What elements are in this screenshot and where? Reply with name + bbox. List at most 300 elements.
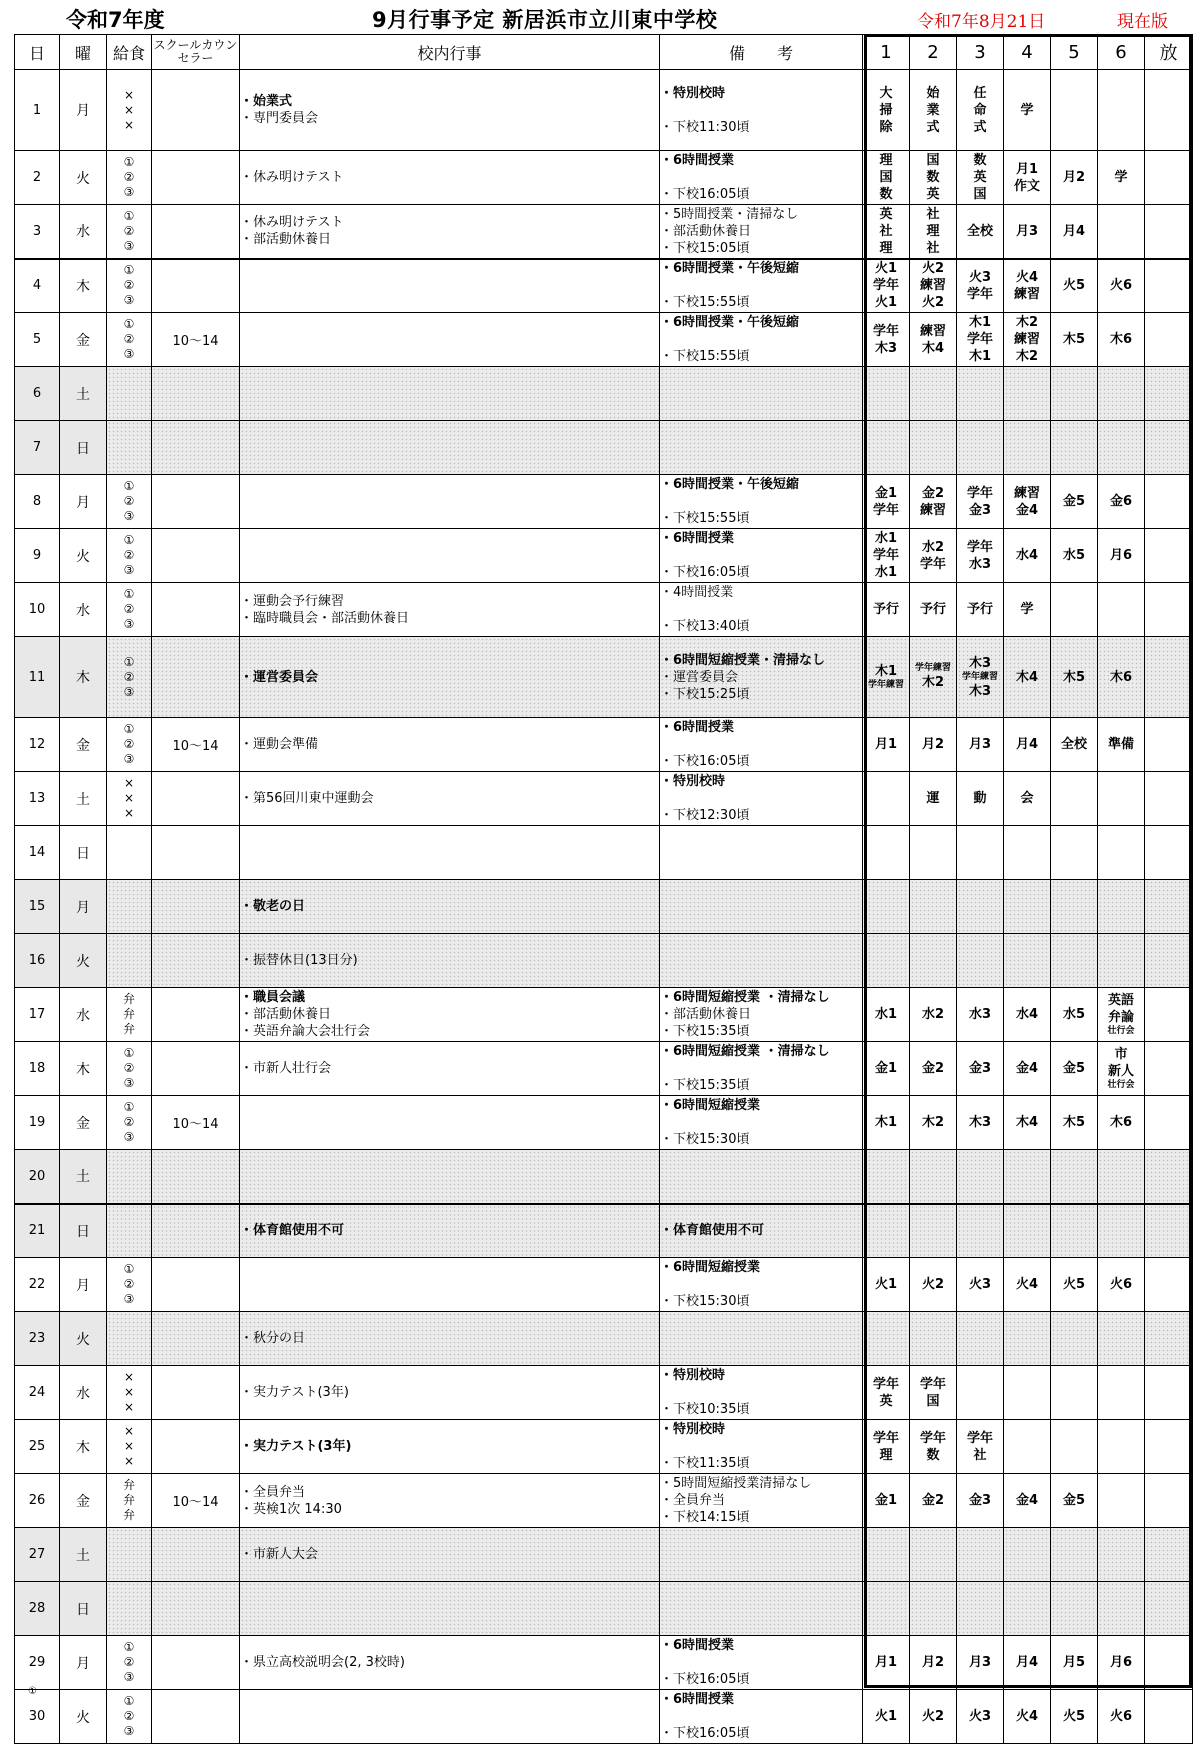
period-3-cell <box>957 151 1004 205</box>
cell-line: ・6時間授業 <box>660 1692 735 1707</box>
period-1-cell <box>863 637 910 718</box>
period-line: 水4 <box>1015 1007 1039 1022</box>
period-line: 火5 <box>1062 1277 1086 1292</box>
period-line: 火6 <box>1109 278 1133 294</box>
counselor-cell <box>152 1420 240 1474</box>
meal-cell <box>107 1528 152 1582</box>
cell-line: ・職員会議 <box>240 990 306 1005</box>
meal-cell <box>107 1150 152 1204</box>
meal-cell <box>107 1690 152 1744</box>
period-line: 金3 <box>968 1061 992 1076</box>
dow-cell: 月 <box>60 1636 107 1690</box>
period-line: 木1 <box>874 1115 898 1130</box>
counselor-cell <box>152 880 240 934</box>
period-7-cell <box>1145 421 1193 475</box>
cell-line: ・下校16:05頃 <box>660 565 750 580</box>
counselor-cell <box>152 934 240 988</box>
cell-line: 弁 <box>122 1493 135 1507</box>
cell-line: ・下校16:05頃 <box>660 1726 750 1741</box>
cell-line: ③ <box>123 509 135 523</box>
counselor-cell <box>152 1150 240 1204</box>
period-line: 木4 <box>1015 669 1039 685</box>
spacer <box>660 1114 862 1131</box>
period-3-cell <box>957 1366 1004 1420</box>
period-6-cell <box>1098 718 1145 772</box>
cell-line: ・特別校時 <box>660 85 726 101</box>
period-line: 全校 <box>1060 737 1087 752</box>
cell-line: ② <box>123 278 135 293</box>
period-line: 金1 <box>874 1061 898 1076</box>
remarks-cell <box>660 70 863 151</box>
cell-line: ・部活動休養日 <box>240 1007 332 1022</box>
period-line: 月1 <box>874 1655 898 1670</box>
spacer <box>660 547 862 564</box>
period-line: 木3 <box>874 340 898 356</box>
counselor-cell <box>152 1582 240 1636</box>
meal-cell <box>107 988 152 1042</box>
remarks-cell <box>660 1582 863 1636</box>
period-line: 学年 <box>872 548 899 563</box>
dow-cell: 日 <box>60 826 107 880</box>
day-cell: 19 <box>15 1096 60 1150</box>
cell-line: ② <box>123 223 135 238</box>
cell-line: ② <box>123 332 135 346</box>
cell-line: ① <box>123 722 135 736</box>
period-5-cell <box>1051 1528 1098 1582</box>
period-4-cell <box>1004 1096 1051 1150</box>
table-row <box>15 1258 1193 1312</box>
remarks-cell <box>660 367 863 421</box>
period-7-cell <box>1145 988 1193 1042</box>
cell-line: ① <box>123 208 135 223</box>
dow-cell: 水 <box>60 988 107 1042</box>
period-6-cell <box>1098 1204 1145 1258</box>
cell-line: ② <box>123 170 135 184</box>
remarks-cell <box>660 421 863 475</box>
spacer <box>660 493 862 510</box>
period-line: 火1 <box>874 295 898 311</box>
counselor-cell <box>152 529 240 583</box>
dow-cell: 日 <box>60 421 107 475</box>
period-4-cell <box>1004 718 1051 772</box>
period-line: 月6 <box>1109 548 1133 563</box>
period-3-cell <box>957 1042 1004 1096</box>
cell-line: ・部活動休養日 <box>240 232 332 248</box>
period-6-cell <box>1098 475 1145 529</box>
dow-cell: 土 <box>60 1150 107 1204</box>
period-line: 予行 <box>966 602 993 617</box>
cell-line: ・敬老の日 <box>240 899 306 914</box>
cell-line: ・下校16:05頃 <box>660 1672 750 1687</box>
cell-line: ・6時間授業 <box>660 1638 735 1653</box>
period-7-cell <box>1145 1042 1193 1096</box>
cell-line: ③ <box>123 684 135 699</box>
counselor-cell <box>152 1204 240 1258</box>
period-line: 火6 <box>1109 1709 1133 1724</box>
period-1-cell <box>863 151 910 205</box>
cell-line: ・下校16:05頃 <box>660 187 750 202</box>
cell-line: ・6時間授業 <box>660 531 735 546</box>
period-line: 英 <box>973 170 987 185</box>
cell-line: ① <box>123 654 135 669</box>
period-line: 学年 <box>966 286 993 302</box>
period-line: 月2 <box>921 737 945 752</box>
period-3-cell <box>957 934 1004 988</box>
period-line: 数 <box>973 153 987 168</box>
cell-line: ・特別校時 <box>660 1368 726 1383</box>
spacer <box>660 790 862 807</box>
cell-line: × <box>123 102 135 117</box>
period-line: 弁論 <box>1107 1010 1134 1025</box>
spacer <box>660 102 862 119</box>
period-2-cell <box>910 1258 957 1312</box>
remarks-cell <box>660 826 863 880</box>
period-line: 式 <box>926 119 940 135</box>
cell-line: × <box>123 117 135 132</box>
cell-line: ・下校16:05頃 <box>660 754 750 769</box>
day-cell: 14 <box>15 826 60 880</box>
period-2-cell <box>910 1582 957 1636</box>
cell-line: ・運営委員会 <box>240 669 319 685</box>
counselor-cell <box>152 1258 240 1312</box>
events-cell <box>240 1420 660 1474</box>
period-line: 火1 <box>874 1277 898 1292</box>
period-line: 火3 <box>968 1709 992 1724</box>
events-cell <box>240 934 660 988</box>
period-line: 水1 <box>874 531 898 546</box>
period-line: 月5 <box>1062 1655 1086 1670</box>
period-3-cell <box>957 70 1004 151</box>
period-2-cell <box>910 988 957 1042</box>
period-line: 火2 <box>921 295 945 311</box>
period-7-cell <box>1145 1150 1193 1204</box>
table-row <box>15 529 1193 583</box>
cell-line: ② <box>123 1709 135 1723</box>
period-5-cell <box>1051 529 1098 583</box>
period-1-cell <box>863 367 910 421</box>
period-line: 学年 <box>872 278 899 294</box>
remarks-cell <box>660 1366 863 1420</box>
period-line: 理 <box>879 240 893 256</box>
events-cell <box>240 313 660 367</box>
remarks-cell <box>660 988 863 1042</box>
period-4-cell <box>1004 583 1051 637</box>
period-4-cell <box>1004 151 1051 205</box>
period-line: 水1 <box>874 1007 898 1022</box>
col-events: 校内行事 <box>240 35 660 70</box>
period-6-cell <box>1098 826 1145 880</box>
events-cell <box>240 205 660 259</box>
dow-cell: 金 <box>60 1096 107 1150</box>
period-line: 学年 <box>966 1430 993 1446</box>
cell-line: × <box>123 87 135 102</box>
period-line: 除 <box>879 119 893 135</box>
col-counselor: スクールカウンセラー <box>152 35 240 70</box>
period-6-cell <box>1098 421 1145 475</box>
period-1-cell <box>863 1474 910 1528</box>
period-line: 動 <box>973 791 987 806</box>
period-line: 木2 <box>1015 315 1039 330</box>
meal-cell <box>107 1204 152 1258</box>
period-5-cell <box>1051 934 1098 988</box>
cell-line: ・下校12:30頃 <box>660 808 750 823</box>
cell-line: ① <box>123 479 135 493</box>
period-line: 予行 <box>872 602 899 617</box>
cell-line: ・秋分の日 <box>240 1331 306 1346</box>
events-cell <box>240 70 660 151</box>
cell-line: ② <box>123 737 135 751</box>
period-line: 学 <box>1020 102 1034 118</box>
col-after-school: 放 <box>1145 35 1193 70</box>
cell-line: ① <box>123 317 135 331</box>
period-7-cell <box>1145 1474 1193 1528</box>
cell-line: ・市新人壮行会 <box>240 1061 332 1076</box>
period-6-cell <box>1098 1636 1145 1690</box>
spacer <box>660 277 862 294</box>
meal-cell <box>107 1258 152 1312</box>
period-7-cell <box>1145 583 1193 637</box>
period-line: 予行 <box>919 602 946 617</box>
period-2-cell <box>910 1204 957 1258</box>
period-line: 木4 <box>1015 1115 1039 1130</box>
dow-cell: 金 <box>60 1474 107 1528</box>
period-5-cell <box>1051 70 1098 151</box>
period-4-cell <box>1004 1582 1051 1636</box>
cell-line: 弁 <box>122 992 135 1006</box>
remarks-cell <box>660 259 863 313</box>
period-4-cell <box>1004 1150 1051 1204</box>
period-2-cell <box>910 421 957 475</box>
table-row <box>15 205 1193 259</box>
period-6-cell <box>1098 259 1145 313</box>
events-cell <box>240 1042 660 1096</box>
counselor-cell <box>152 637 240 718</box>
period-2-cell <box>910 205 957 259</box>
period-5-cell <box>1051 583 1098 637</box>
col-period-2: 2 <box>910 35 957 70</box>
remarks-cell <box>660 1258 863 1312</box>
day-cell: 24 <box>15 1366 60 1420</box>
events-cell <box>240 826 660 880</box>
meal-cell <box>107 70 152 151</box>
period-line: 金5 <box>1062 1061 1086 1076</box>
period-4-cell <box>1004 259 1051 313</box>
cell-line: ③ <box>123 617 135 631</box>
cell-line: ③ <box>123 1076 135 1090</box>
period-line: 水2 <box>921 1007 945 1022</box>
meal-cell <box>107 718 152 772</box>
period-3-cell <box>957 1582 1004 1636</box>
period-line: 火3 <box>968 269 992 285</box>
remarks-cell <box>660 1312 863 1366</box>
period-4-cell <box>1004 1366 1051 1420</box>
cell-line: ① <box>123 1640 135 1654</box>
period-6-cell <box>1098 772 1145 826</box>
period-1-cell <box>863 475 910 529</box>
period-line: 月2 <box>1062 170 1086 185</box>
period-2-cell <box>910 367 957 421</box>
period-line: 数 <box>926 1447 940 1463</box>
period-5-cell <box>1051 1420 1098 1474</box>
meal-cell <box>107 259 152 313</box>
period-4-cell <box>1004 313 1051 367</box>
remarks-cell <box>660 583 863 637</box>
period-line: 金4 <box>1015 1061 1039 1076</box>
header-row <box>15 35 1193 70</box>
table-row <box>15 1150 1193 1204</box>
table-row <box>15 475 1193 529</box>
spacer <box>660 1438 862 1455</box>
dow-cell: 月 <box>60 880 107 934</box>
cell-line: ・英語弁論大会壮行会 <box>240 1024 371 1039</box>
cell-line: ・専門委員会 <box>240 111 319 126</box>
meal-cell <box>107 1366 152 1420</box>
dow-cell: 木 <box>60 1420 107 1474</box>
period-5-cell <box>1051 826 1098 880</box>
period-line: 火5 <box>1062 278 1086 294</box>
period-2-cell <box>910 1096 957 1150</box>
period-7-cell <box>1145 826 1193 880</box>
cell-line: ・下校15:55頃 <box>660 295 750 311</box>
period-7-cell <box>1145 1258 1193 1312</box>
cell-line: × <box>123 806 135 820</box>
period-3-cell <box>957 421 1004 475</box>
period-line: 市 <box>1114 1047 1128 1062</box>
period-line: 月4 <box>1015 1655 1039 1670</box>
period-5-cell <box>1051 1204 1098 1258</box>
day-cell: 15 <box>15 880 60 934</box>
period-6-cell <box>1098 988 1145 1042</box>
cell-line: ① <box>123 1694 135 1708</box>
cell-line: ① <box>123 1100 135 1114</box>
period-7-cell <box>1145 1582 1193 1636</box>
period-line: 掃 <box>879 102 893 118</box>
period-line: 火1 <box>874 1709 898 1724</box>
period-line: 始 <box>926 85 940 101</box>
counselor-cell <box>152 151 240 205</box>
events-cell <box>240 1690 660 1744</box>
cell-line: ③ <box>123 563 135 577</box>
table-row <box>15 583 1193 637</box>
meal-cell <box>107 475 152 529</box>
counselor-cell <box>152 259 240 313</box>
spacer <box>660 1384 862 1401</box>
period-line: 木1 <box>968 315 992 330</box>
period-4-cell <box>1004 1258 1051 1312</box>
period-line: 作文 <box>1013 178 1040 194</box>
period-line: 水3 <box>968 556 992 572</box>
table-row <box>15 1096 1193 1150</box>
dow-cell: 火 <box>60 934 107 988</box>
spacer <box>660 1708 862 1725</box>
period-1-cell <box>863 70 910 151</box>
counselor-cell <box>152 1528 240 1582</box>
period-line: 練習 <box>919 323 946 339</box>
events-cell <box>240 1582 660 1636</box>
period-1-cell <box>863 1366 910 1420</box>
period-1-cell <box>863 313 910 367</box>
day-cell: 3 <box>15 205 60 259</box>
cell-line: ② <box>123 1655 135 1669</box>
table-row <box>15 367 1193 421</box>
cell-line: ・6時間短縮授業 ・清掃なし <box>660 1044 830 1059</box>
period-line: 水5 <box>1062 548 1086 563</box>
period-1-cell <box>863 259 910 313</box>
counselor-cell <box>152 1042 240 1096</box>
day-cell: 27 <box>15 1528 60 1582</box>
period-line: 練習 <box>1013 286 1040 302</box>
table-row <box>15 826 1193 880</box>
period-line: 月1 <box>874 737 898 752</box>
meal-cell <box>107 1312 152 1366</box>
cell-line: ・下校11:30頃 <box>660 119 750 135</box>
period-3-cell <box>957 367 1004 421</box>
period-7-cell <box>1145 637 1193 718</box>
events-cell <box>240 1312 660 1366</box>
period-7-cell <box>1145 1312 1193 1366</box>
period-line: 壮行会 <box>1107 1026 1135 1036</box>
cell-line: ③ <box>123 185 135 199</box>
period-4-cell <box>1004 1636 1051 1690</box>
day-cell: 7 <box>15 421 60 475</box>
period-line: 火4 <box>1015 269 1039 285</box>
day-cell: 11 <box>15 637 60 718</box>
period-5-cell <box>1051 1474 1098 1528</box>
period-7-cell <box>1145 151 1193 205</box>
cell-line: ・第56回川東中運動会 <box>240 791 374 806</box>
period-6-cell <box>1098 1582 1145 1636</box>
period-line: 金5 <box>1062 494 1086 509</box>
period-4-cell <box>1004 772 1051 826</box>
period-line: 木3 <box>968 655 992 671</box>
period-2-cell <box>910 1474 957 1528</box>
period-1-cell <box>863 1528 910 1582</box>
period-3-cell <box>957 1312 1004 1366</box>
period-line: 水2 <box>921 539 945 555</box>
cell-line: ・下校15:55頃 <box>660 349 750 364</box>
dow-cell: 水 <box>60 583 107 637</box>
dow-cell: 火 <box>60 1312 107 1366</box>
period-line: 社 <box>879 223 893 239</box>
remarks-cell <box>660 1150 863 1204</box>
period-line: 英語 <box>1107 993 1134 1008</box>
period-line: 木2 <box>1015 349 1039 364</box>
period-line: 木6 <box>1109 1115 1133 1130</box>
spacer <box>660 1276 862 1293</box>
events-cell <box>240 1528 660 1582</box>
day-cell: 21 <box>15 1204 60 1258</box>
period-line: 学年 <box>919 556 946 572</box>
period-line: 火4 <box>1015 1277 1039 1292</box>
period-line: 式 <box>973 119 987 135</box>
col-dow: 曜 <box>60 35 107 70</box>
cell-line: ・下校15:30頃 <box>660 1294 750 1309</box>
period-5-cell <box>1051 475 1098 529</box>
period-6-cell <box>1098 1528 1145 1582</box>
period-line: 練習 <box>919 278 946 294</box>
cell-line: 弁 <box>122 1022 135 1036</box>
period-line: 業 <box>926 102 940 118</box>
period-2-cell <box>910 1528 957 1582</box>
day-cell: 1 <box>15 70 60 151</box>
period-2-cell <box>910 826 957 880</box>
cell-line: ・体育館使用不可 <box>660 1223 765 1239</box>
cell-line: ① <box>123 155 135 169</box>
day-cell: 28 <box>15 1582 60 1636</box>
period-3-cell <box>957 313 1004 367</box>
events-cell <box>240 637 660 718</box>
day-cell: 13 <box>15 772 60 826</box>
